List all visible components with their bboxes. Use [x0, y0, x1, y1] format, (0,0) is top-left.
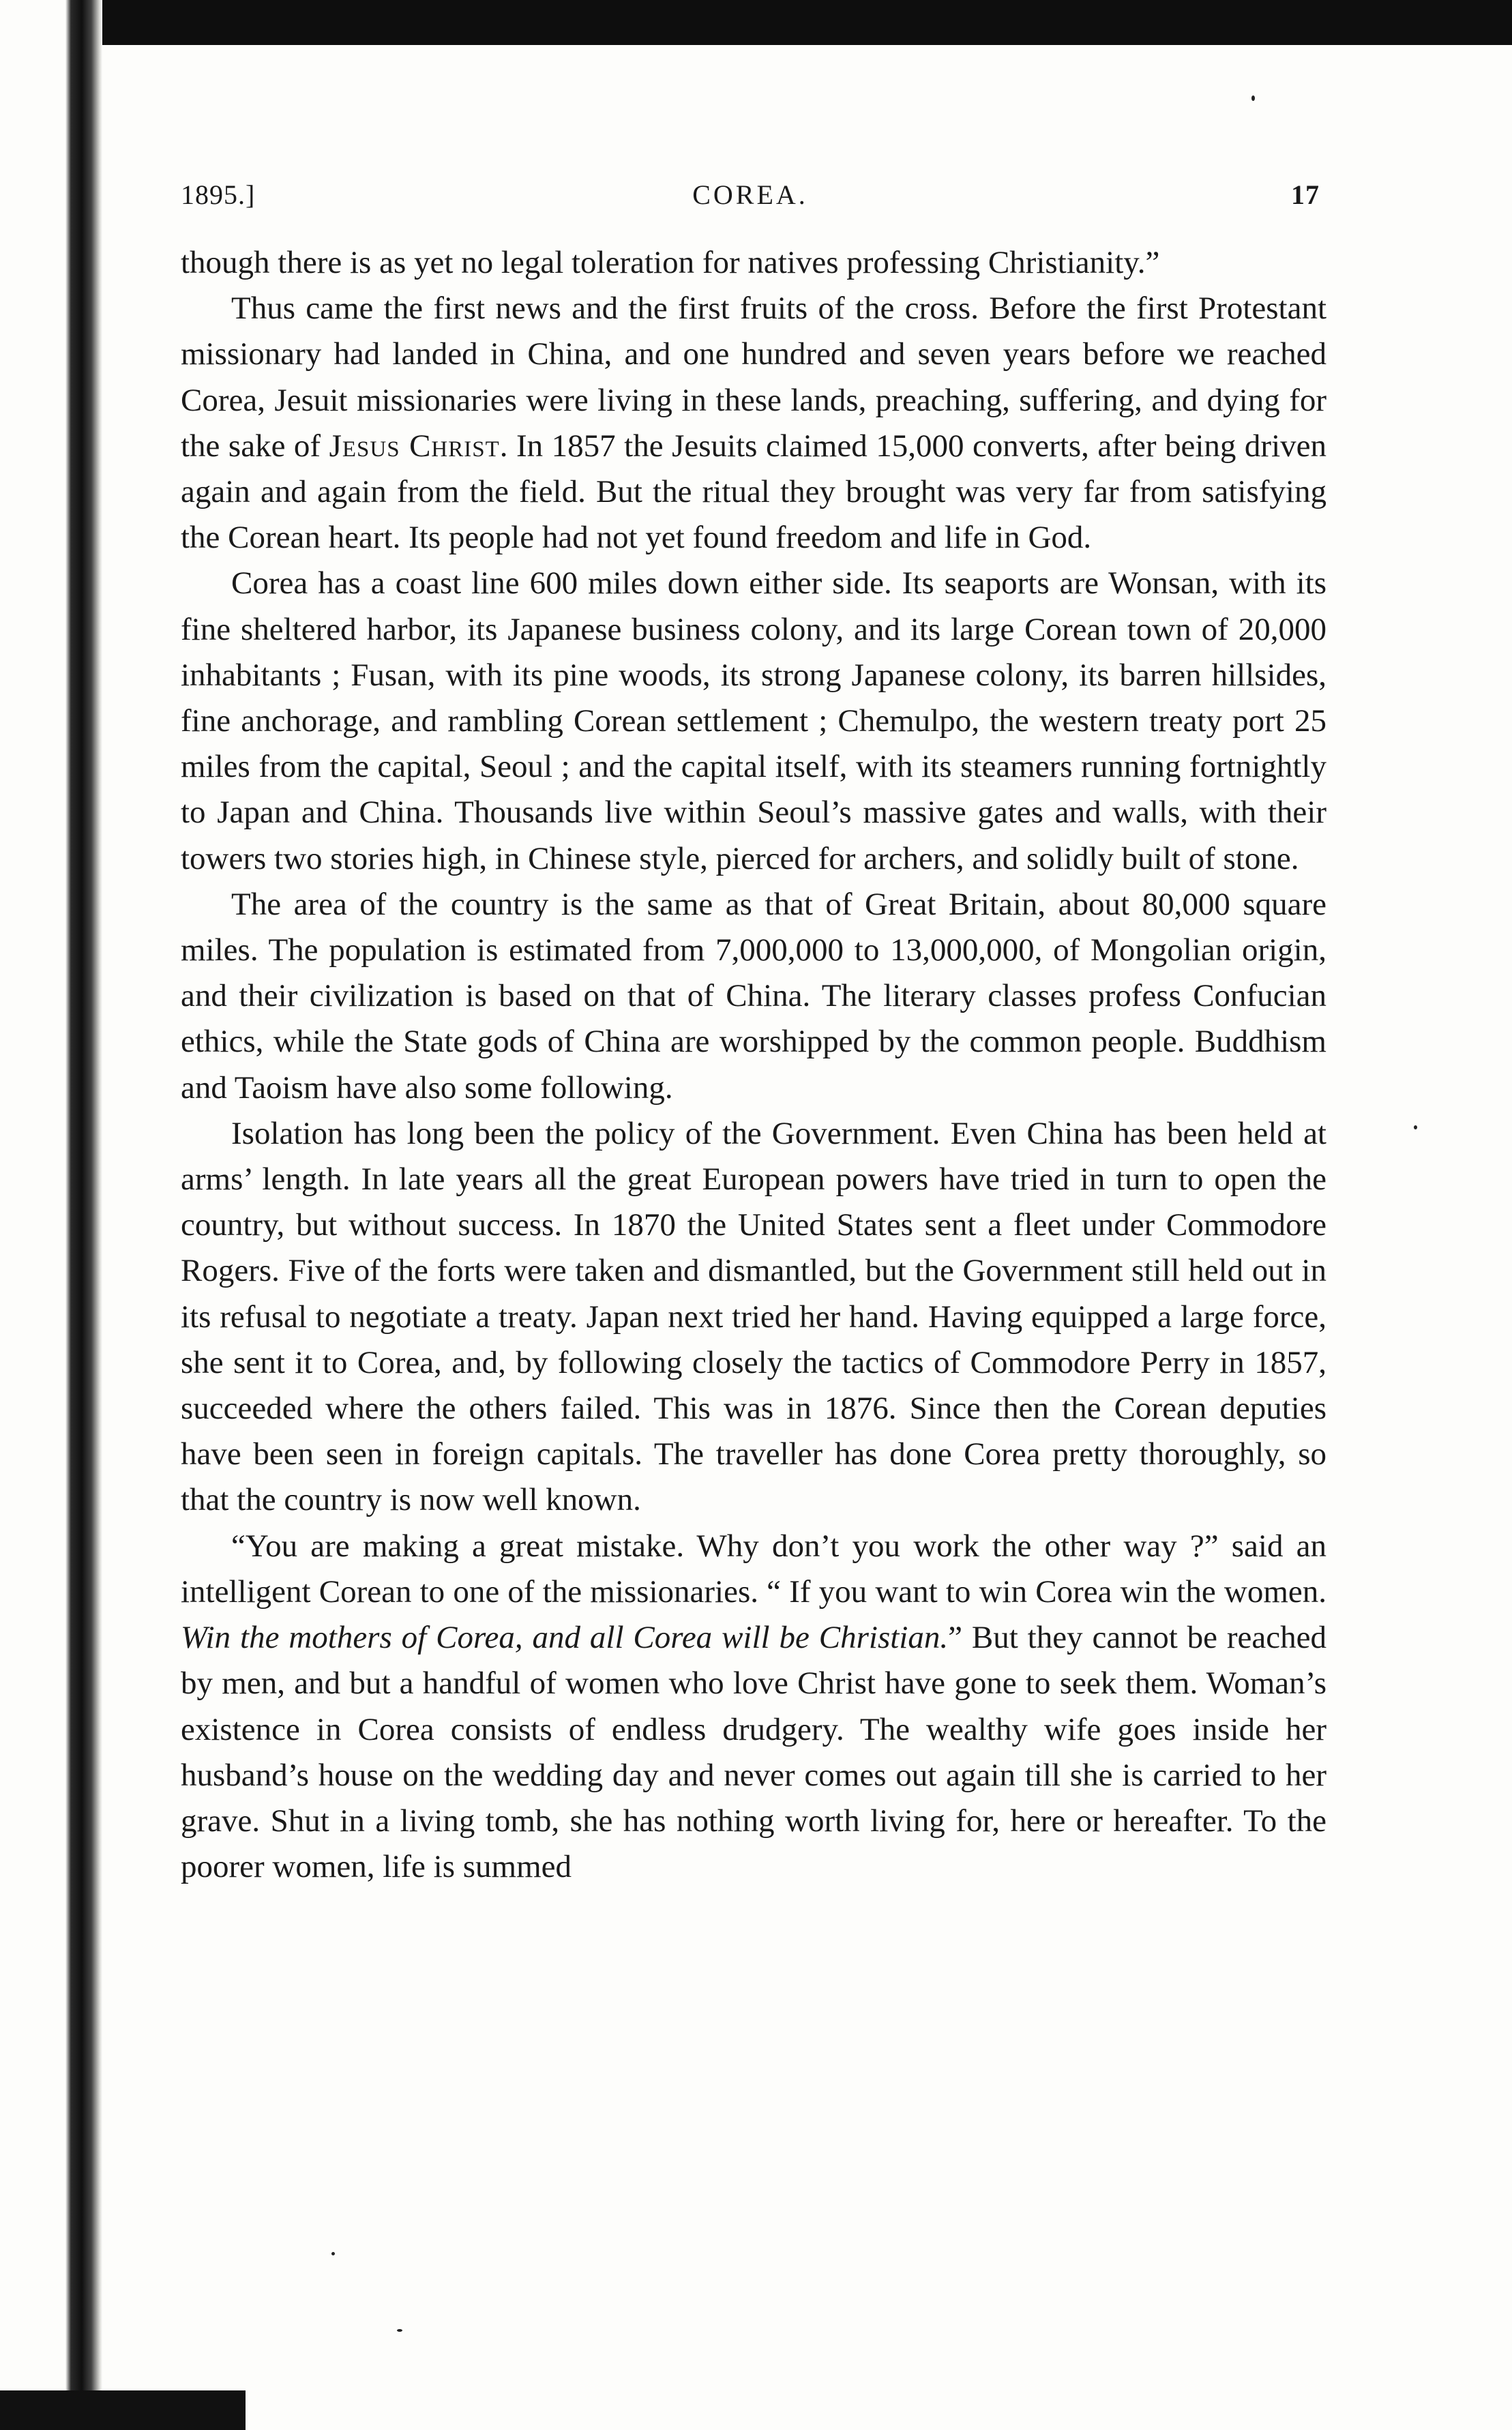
italic-text: Win the mothers of Corea, and all Corea will be Christian.	[181, 1620, 949, 1656]
body-text	[181, 240, 1326, 1890]
paragraph-text: Isolation has long been the policy of the Government. Even China has been held at arms’ length. In late years all the great European powers have tried in turn to open the country, but without success. In 1870 the United States sent a fleet under Commodore Rogers. Five of the forts were taken and dismantled, but the Government still held out in its refusal to negotiate a treaty. Japan next tried her hand. Having equipped a large force, she sent it to Corea, and, by following closely the tactics of Commodore Perry in 1857, succeeded where the others failed. This was in 1876. Since then the Corean deputies have been seen in foreign capitals. The traveller has done Corea pretty thoroughly, so that the country is now well known.	[181, 1115, 1326, 1518]
scan-bottom-corner	[0, 2390, 246, 2430]
paragraph-text: The area of the country is the same as that of Great Britain, about 80,000 square miles. The population is estimated from 7,000,000 to 13,000,000, of Mongolian origin, and their civilization is based on that of China. The literary classes profess Confucian ethics, while the State gods of China are worshipped by the common people. Buddhism and Taoism have also some following.	[181, 886, 1326, 1106]
paragraph-text: Corea has a coast line 600 miles down either side. Its seaports are Wonsan, with its fine sheltered harbor, its Japanese business colony, and its large Corean town of 20,000 inhabitants ; Fusan, with its pine woods, its strong Japanese colony, its barren hillsides, fine anchorage, and rambling Corean settlement ; Chemulpo, the western treaty port 25 miles from the capital, Seoul ; and the capital itself, with its steamers running fortnightly to Japan and China. Thousands live within Seoul’s massive gates and walls, with their towers two stories high, in Chinese style, pierced for archers, and solidly built of stone.	[181, 565, 1326, 876]
paragraph-5	[181, 1111, 1326, 1524]
paragraph-1	[181, 240, 1326, 286]
paragraph-text: ” But they cannot be reached by men, and but a handful of women who love Christ have gone to seek them. Woman’s existence in Corea consists of endless drudgery. The wealthy wife goes inside her husband’s house on the wedding day and never comes out again till she is carried to her grave. Shut in a living tomb, she has nothing worth living for, here or hereafter. To the poorer women, life is summed	[181, 1620, 1327, 1885]
page-number: 17	[1291, 179, 1320, 210]
paragraph-3	[181, 561, 1326, 881]
small-caps-text: Jesus Christ	[329, 428, 500, 464]
scan-binding-edge	[0, 0, 102, 2430]
header-title: COREA.	[692, 179, 808, 210]
paragraph-6	[181, 1524, 1326, 1891]
paragraph-text: Thus came the first news and the first fruits of the cross. Before the first Protestant missionary had landed in China, and one hundred and seven years before we reached Corea, Jesuit missionaries were living in these lands, preaching, suffering, and dying for the sake of	[181, 291, 1326, 464]
paragraph-text: . In 1857 the Jesuits claimed 15,000 converts, after being driven again and again from the field. But the ritual they brought was very far from satisfying the Corean heart. Its people had not yet found freedom and life in God.	[181, 428, 1326, 556]
paragraph-text: though there is as yet no legal toleration for natives professing Christianity.”	[181, 245, 1160, 280]
paragraph-text: “You are making a great mistake. Why don’t you work the other way ?” said an intelligent Corean to one of the missionaries. “ If you want to win Corea win the women.	[181, 1528, 1326, 1610]
paragraph-4	[181, 882, 1326, 1111]
running-head	[181, 179, 1320, 220]
scan-top-border	[0, 0, 1512, 45]
paragraph-2	[181, 286, 1326, 561]
header-year: 1895.]	[181, 179, 256, 210]
